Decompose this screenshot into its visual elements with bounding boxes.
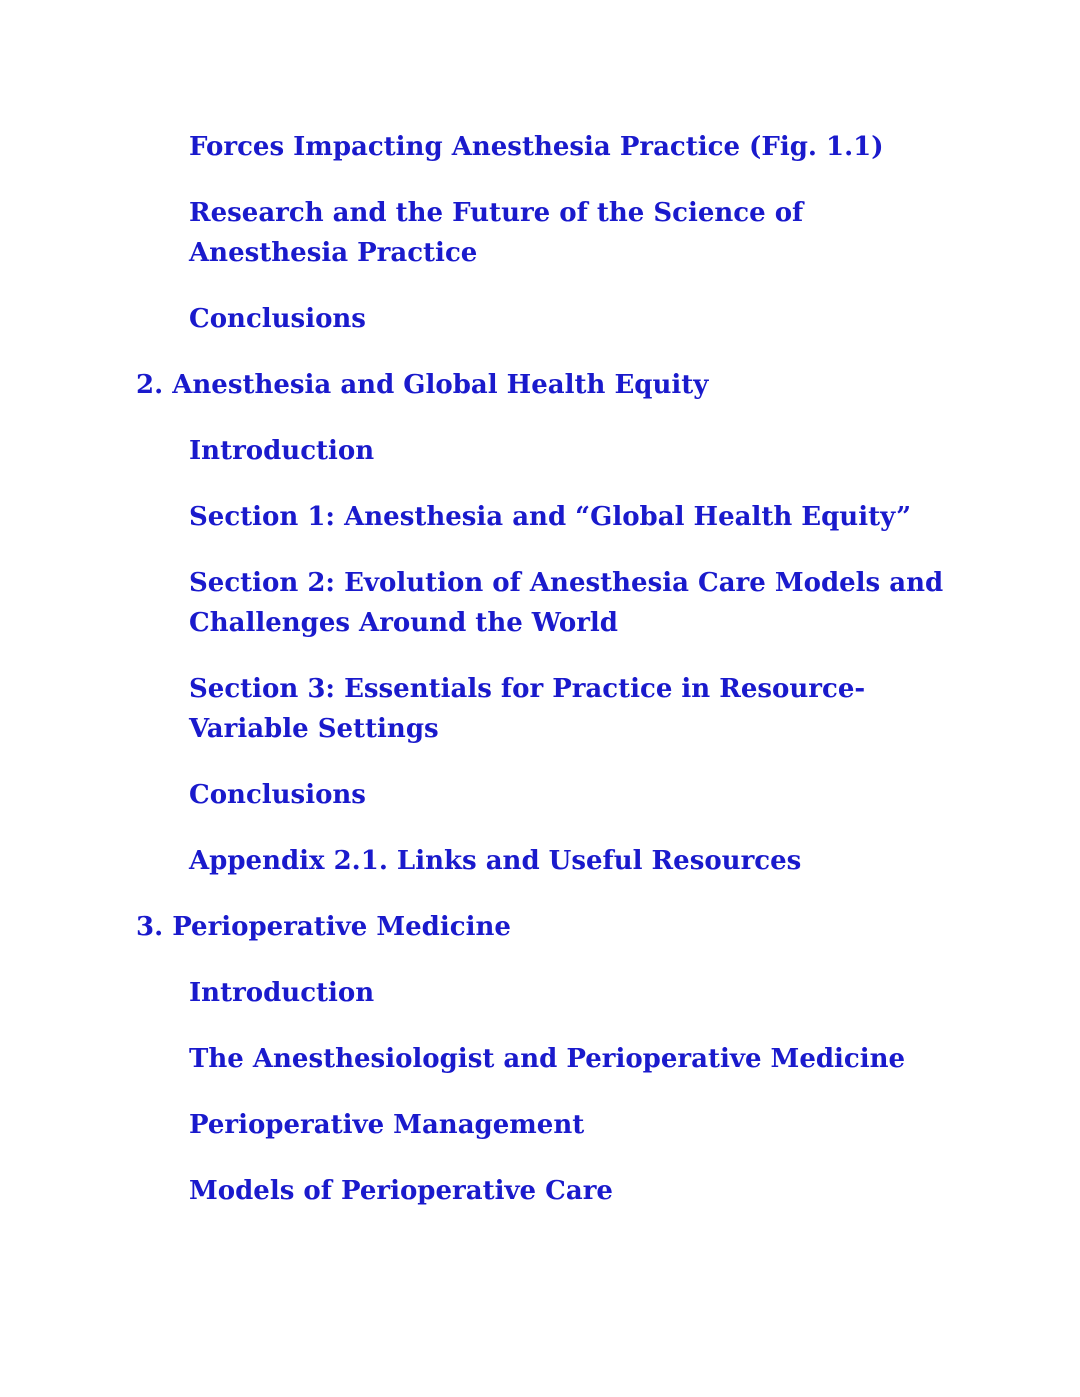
toc-link-perioperative-management[interactable]: Perioperative Management xyxy=(189,1110,585,1140)
toc-link-models-of-perioperative-care[interactable]: Models of Perioperative Care xyxy=(189,1176,613,1206)
toc-link-conclusions-ch2[interactable]: Conclusions xyxy=(189,780,366,810)
toc-link-section-3[interactable]: Section 3: Essentials for Practice in Resource-Variable Settings xyxy=(189,674,866,744)
toc-link-introduction-ch3[interactable]: Introduction xyxy=(189,978,375,1008)
toc-link-section-2[interactable]: Section 2: Evolution of Anesthesia Care Models and Challenges Around the World xyxy=(189,568,944,638)
toc-link-chapter-2[interactable]: 2. Anesthesia and Global Health Equity xyxy=(136,370,709,400)
toc-link-introduction-ch2[interactable]: Introduction xyxy=(189,436,375,466)
toc-link-section-1[interactable]: Section 1: Anesthesia and “Global Health Equity” xyxy=(189,502,912,532)
toc-link-anesthesiologist-perioperative[interactable]: The Anesthesiologist and Perioperative Medicine xyxy=(189,1044,906,1074)
toc-link-conclusions-ch1[interactable]: Conclusions xyxy=(189,304,366,334)
toc-link-chapter-3[interactable]: 3. Perioperative Medicine xyxy=(136,912,511,942)
table-of-contents xyxy=(0,127,1080,1211)
toc-link-forces-impacting-anesthesia-practice[interactable]: Forces Impacting Anesthesia Practice (Fig. 1.1) xyxy=(189,132,884,162)
toc-link-research-and-future[interactable]: Research and the Future of the Science of Anesthesia Practice xyxy=(189,198,804,268)
toc-link-appendix-2-1[interactable]: Appendix 2.1. Links and Useful Resources xyxy=(189,846,802,876)
